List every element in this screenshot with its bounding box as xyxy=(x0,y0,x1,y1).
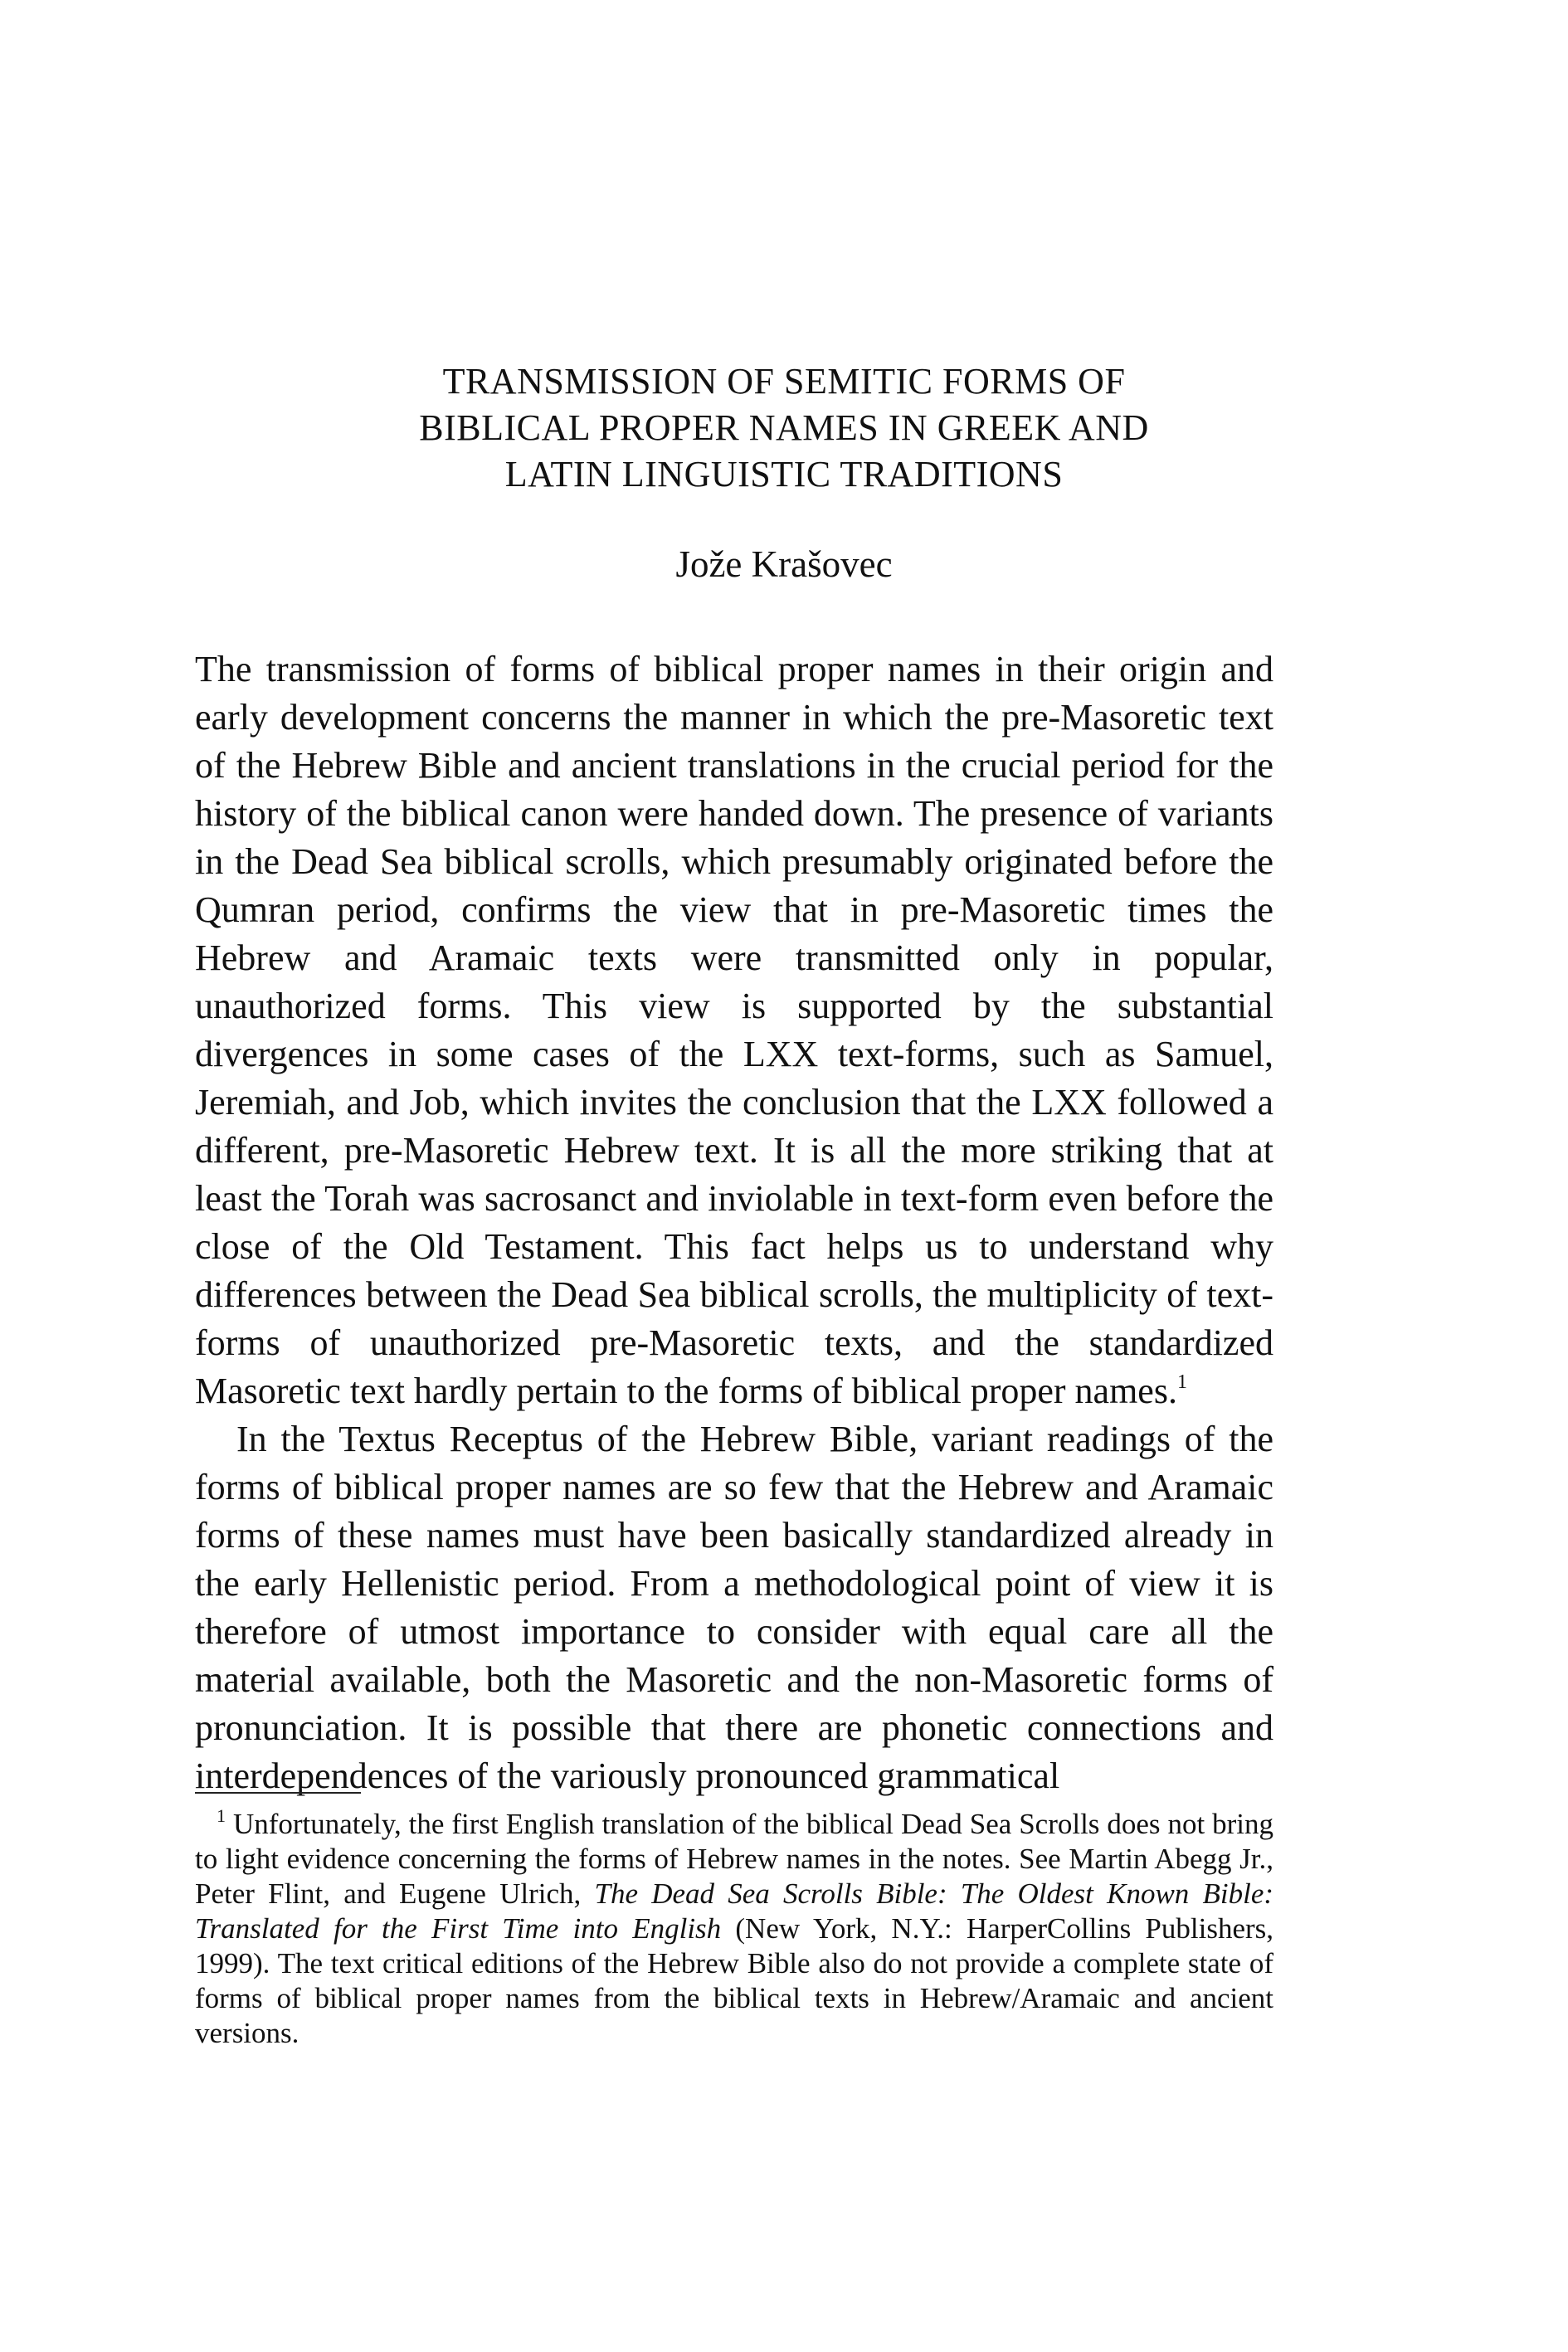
title-line-2: BIBLICAL PROPER NAMES IN GREEK AND xyxy=(419,407,1149,448)
footnote-number: 1 xyxy=(217,1805,226,1826)
footnote-divider xyxy=(195,1792,361,1794)
paragraph-1-text: The transmission of forms of biblical proper names in their origin and early development concerns the manner in which the pre-Masoretic text of the Hebrew Bible and ancient translations in the crucial period for the history of the biblical canon were handed down. The presence of variants in the Dead Sea biblical scrolls, which presumably originated before the Qumran period, confirms the view that in pre-Masoretic times the Hebrew and Aramaic texts were transmitted only in popular, unauthorized forms. This view is supported by the substantial divergences in some cases of the LXX text-forms, such as Samuel, Jeremiah, and Job, which invites the conclusion that the LXX followed a different, pre-Masoretic Hebrew text. It is all the more striking that at least the Torah was sacrosanct and inviolable in text-form even before the close of the Old Testament. This fact helps us to understand why differences between the Dead Sea biblical scrolls, the multiplicity of text-forms of unauthorized pre-Masoretic texts, and the standardized Masoretic text hardly pertain to the forms of biblical proper names. xyxy=(195,649,1273,1411)
paragraph-1 xyxy=(195,645,1273,1415)
author-name: Jože Krašovec xyxy=(675,543,893,585)
paragraph-2: In the Textus Receptus of the Hebrew Bible, variant readings of the forms of biblical proper names are so few that the Hebrew and Aramaic forms of these names must have been basically standardized already in the early Hellenistic period. From a methodological point of view it is therefore of utmost importance to consider with equal care all the material available, both the Masoretic and the non-Masoretic forms of pronunciation. It is possible that there are phonetic connections and interdependences of the variously pronounced grammatical xyxy=(195,1419,1273,1796)
body-text xyxy=(195,645,1273,1800)
article-title xyxy=(195,358,1373,498)
footnote-ref-1[interactable]: 1 xyxy=(1176,1371,1187,1393)
footnote-book-title: The Dead Sea Scrolls Bible: The Oldest Known Bible: Translated for the First Time into English xyxy=(195,1877,1274,1945)
title-line-1: TRANSMISSION OF SEMITIC FORMS OF xyxy=(442,361,1126,402)
footnote-1 xyxy=(195,1807,1273,2051)
footnote-text-part2: (New York, N.Y.: HarperCollins Publishers, 1999). The text critical editions of the Hebrew Bible also do not provide a complete state of forms of biblical proper names from the biblical texts in Hebrew/Aramaic and ancient versions. xyxy=(195,1912,1274,2049)
footnote-text-part1: Unfortunately, the first English translation of the biblical Dead Sea Scrolls does not bring to light evidence concerning the forms of Hebrew names in the notes. See Martin Abegg Jr., Peter Flint, and Eugene Ulrich, xyxy=(195,1808,1273,1910)
title-line-3: LATIN LINGUISTIC TRADITIONS xyxy=(504,454,1064,494)
